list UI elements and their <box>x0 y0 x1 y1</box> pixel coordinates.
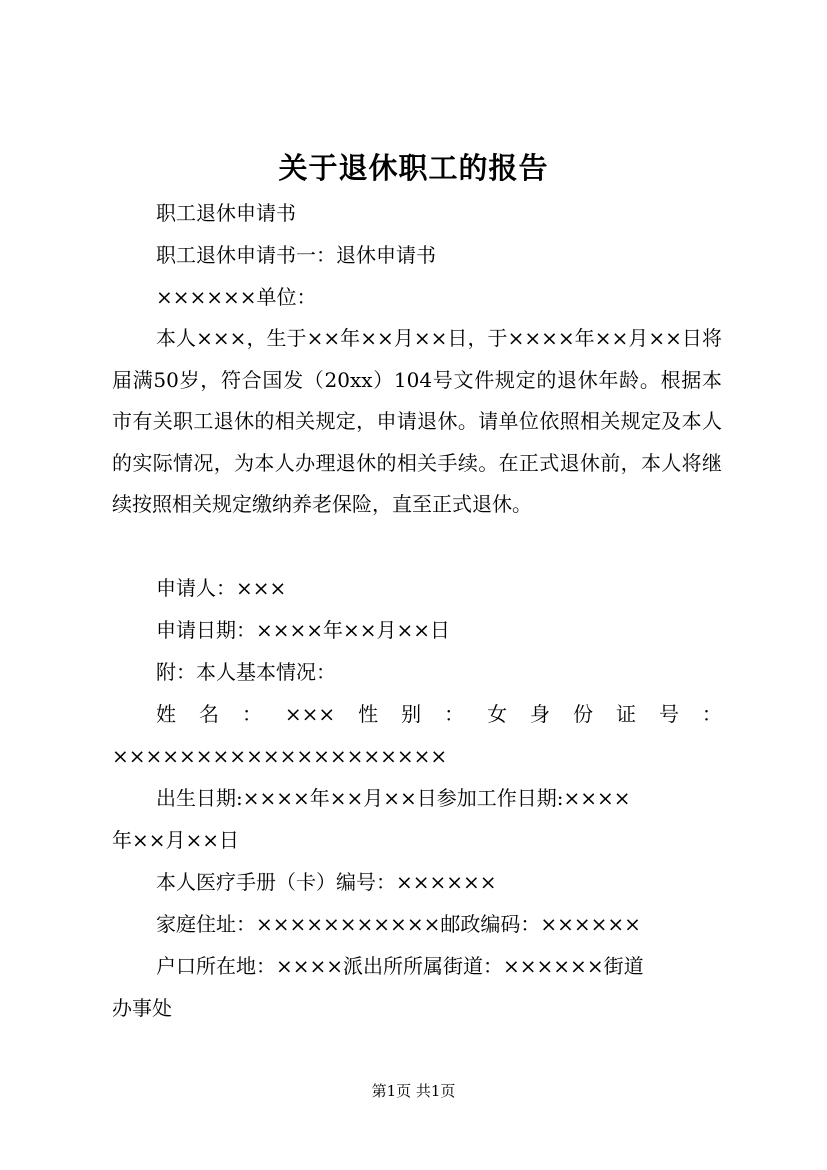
document-title: 关于退休职工的报告 <box>278 151 549 185</box>
subtitle-line-2: 职工退休申请书一：退休申请书 <box>156 243 436 267</box>
info-char: 身 <box>530 702 551 726</box>
info-char: ： <box>444 702 465 726</box>
info-char: 号 <box>658 702 679 726</box>
body-paragraph: 本人×××，生于××年××月××日，于××××年××月××日将届满50岁，符合国发（20xx）104号文件规定的退休年龄。根据本市有关职工退休的相关规定，申请退休。请单位依照相关规定及本人的实际情况，为本人办理退休的相关手续。在正式退休前，本人将继续按照相关规定缴纳养老保险，直至正式退休。 <box>112 326 722 517</box>
address-line: 家庭住址：×××××××××××邮政编码：×××××× <box>156 912 641 936</box>
hukou-line: 户口所在地：××××派出所所属街道：××××××街道 <box>156 954 644 978</box>
medical-line: 本人医疗手册（卡）编号：×××××× <box>156 870 497 894</box>
subtitle-line: 职工退休申请书 <box>156 201 296 225</box>
info-char: ： <box>241 702 262 726</box>
attachment-line: 附：本人基本情况： <box>156 660 336 684</box>
info-char: 证 <box>615 702 636 726</box>
info-char: 女 <box>487 702 508 726</box>
page-footer: 第1页 共1页 <box>371 1082 456 1100</box>
id-number-line: ×××××××××××××××××××× <box>112 744 448 768</box>
info-char: 性 <box>358 702 379 726</box>
info-char: ××× <box>284 702 336 726</box>
applicant-line: 申请人：××× <box>156 576 287 600</box>
info-char: 姓 <box>156 702 176 726</box>
info-line <box>112 693 722 735</box>
birth-line-continued: 年××月××日 <box>112 828 240 852</box>
info-char: 别 <box>401 702 422 726</box>
info-char: ： <box>701 702 722 726</box>
date-line: 申请日期：××××年××月××日 <box>156 618 451 642</box>
info-char: 份 <box>573 702 593 726</box>
addressee-line: ××××××单位： <box>156 285 317 309</box>
hukou-line-continued: 办事处 <box>112 996 172 1020</box>
birth-line: 出生日期:××××年××月××日参加工作日期:×××× <box>156 786 631 810</box>
info-char: 名 <box>198 702 219 726</box>
